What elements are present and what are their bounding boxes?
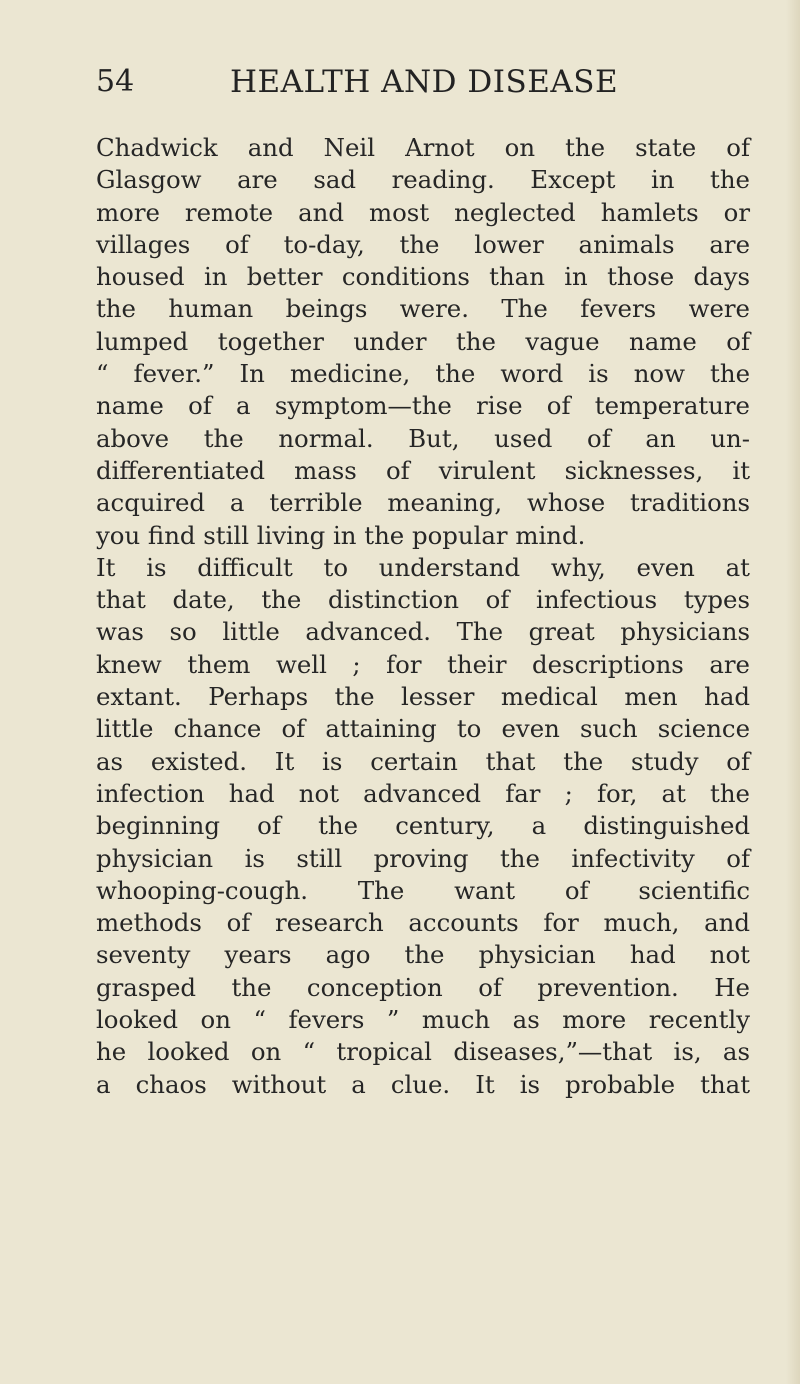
- text-line: as existed. It is certain that the study of: [96, 746, 750, 776]
- text-line: whooping-cough. The want of scientific: [96, 875, 750, 905]
- text-line: Chadwick and Neil Arnot on the state of: [96, 133, 750, 162]
- text-line: seventy years ago the physician had not: [96, 940, 750, 970]
- text-line: extant. Perhaps the lesser medical men had: [96, 682, 750, 712]
- text-line: lumped together under the vague name of: [96, 326, 750, 356]
- text-line: more remote and most neglected hamlets or: [96, 197, 750, 227]
- text-line: was so little advanced. The great physicians: [96, 617, 750, 647]
- text-line: knew them well ; for their descriptions are: [96, 649, 750, 679]
- text-line: name of a symptom—the rise of temperature: [96, 391, 750, 421]
- chapter-title: HEALTH AND DISEASE: [230, 64, 619, 100]
- text-line: beginning of the century, a distinguished: [96, 811, 750, 841]
- page-number: 54: [96, 64, 135, 99]
- text-line: he looked on “ tropical diseases,”—that is, as: [96, 1037, 750, 1067]
- text-line: little chance of attaining to even such science: [96, 714, 750, 744]
- running-head: [96, 62, 750, 106]
- body-text: [96, 132, 750, 1101]
- text-line: grasped the conception of prevention. He: [96, 972, 750, 1002]
- text-line: above the normal. But, used of an un-: [96, 423, 750, 453]
- text-line: physician is still proving the infectivity of: [96, 843, 750, 873]
- text-line: that date, the distinction of infectious types: [96, 585, 750, 615]
- text-line: acquired a terrible meaning, whose traditions: [96, 488, 750, 518]
- text-line: you find still living in the popular mind.: [96, 520, 586, 550]
- text-line: the human beings were. The fevers were: [96, 294, 750, 324]
- text-line: infection had not advanced far ; for, at the: [96, 778, 750, 808]
- text-line: a chaos without a clue. It is probable that: [96, 1069, 750, 1099]
- text-line: methods of research accounts for much, and: [96, 908, 750, 938]
- text-line: “ fever.” In medicine, the word is now the: [96, 359, 750, 389]
- text-line: looked on “ fevers ” much as more recently: [96, 1005, 750, 1035]
- text-line: housed in better conditions than in those days: [96, 262, 750, 292]
- text-line: villages of to-day, the lower animals are: [96, 229, 750, 259]
- text-line: differentiated mass of virulent sicknesses, it: [96, 455, 750, 485]
- page-edge-shadow: [786, 0, 800, 1384]
- text-line: Glasgow are sad reading. Except in the: [96, 165, 750, 195]
- text-line: It is difficult to understand why, even at: [96, 552, 750, 582]
